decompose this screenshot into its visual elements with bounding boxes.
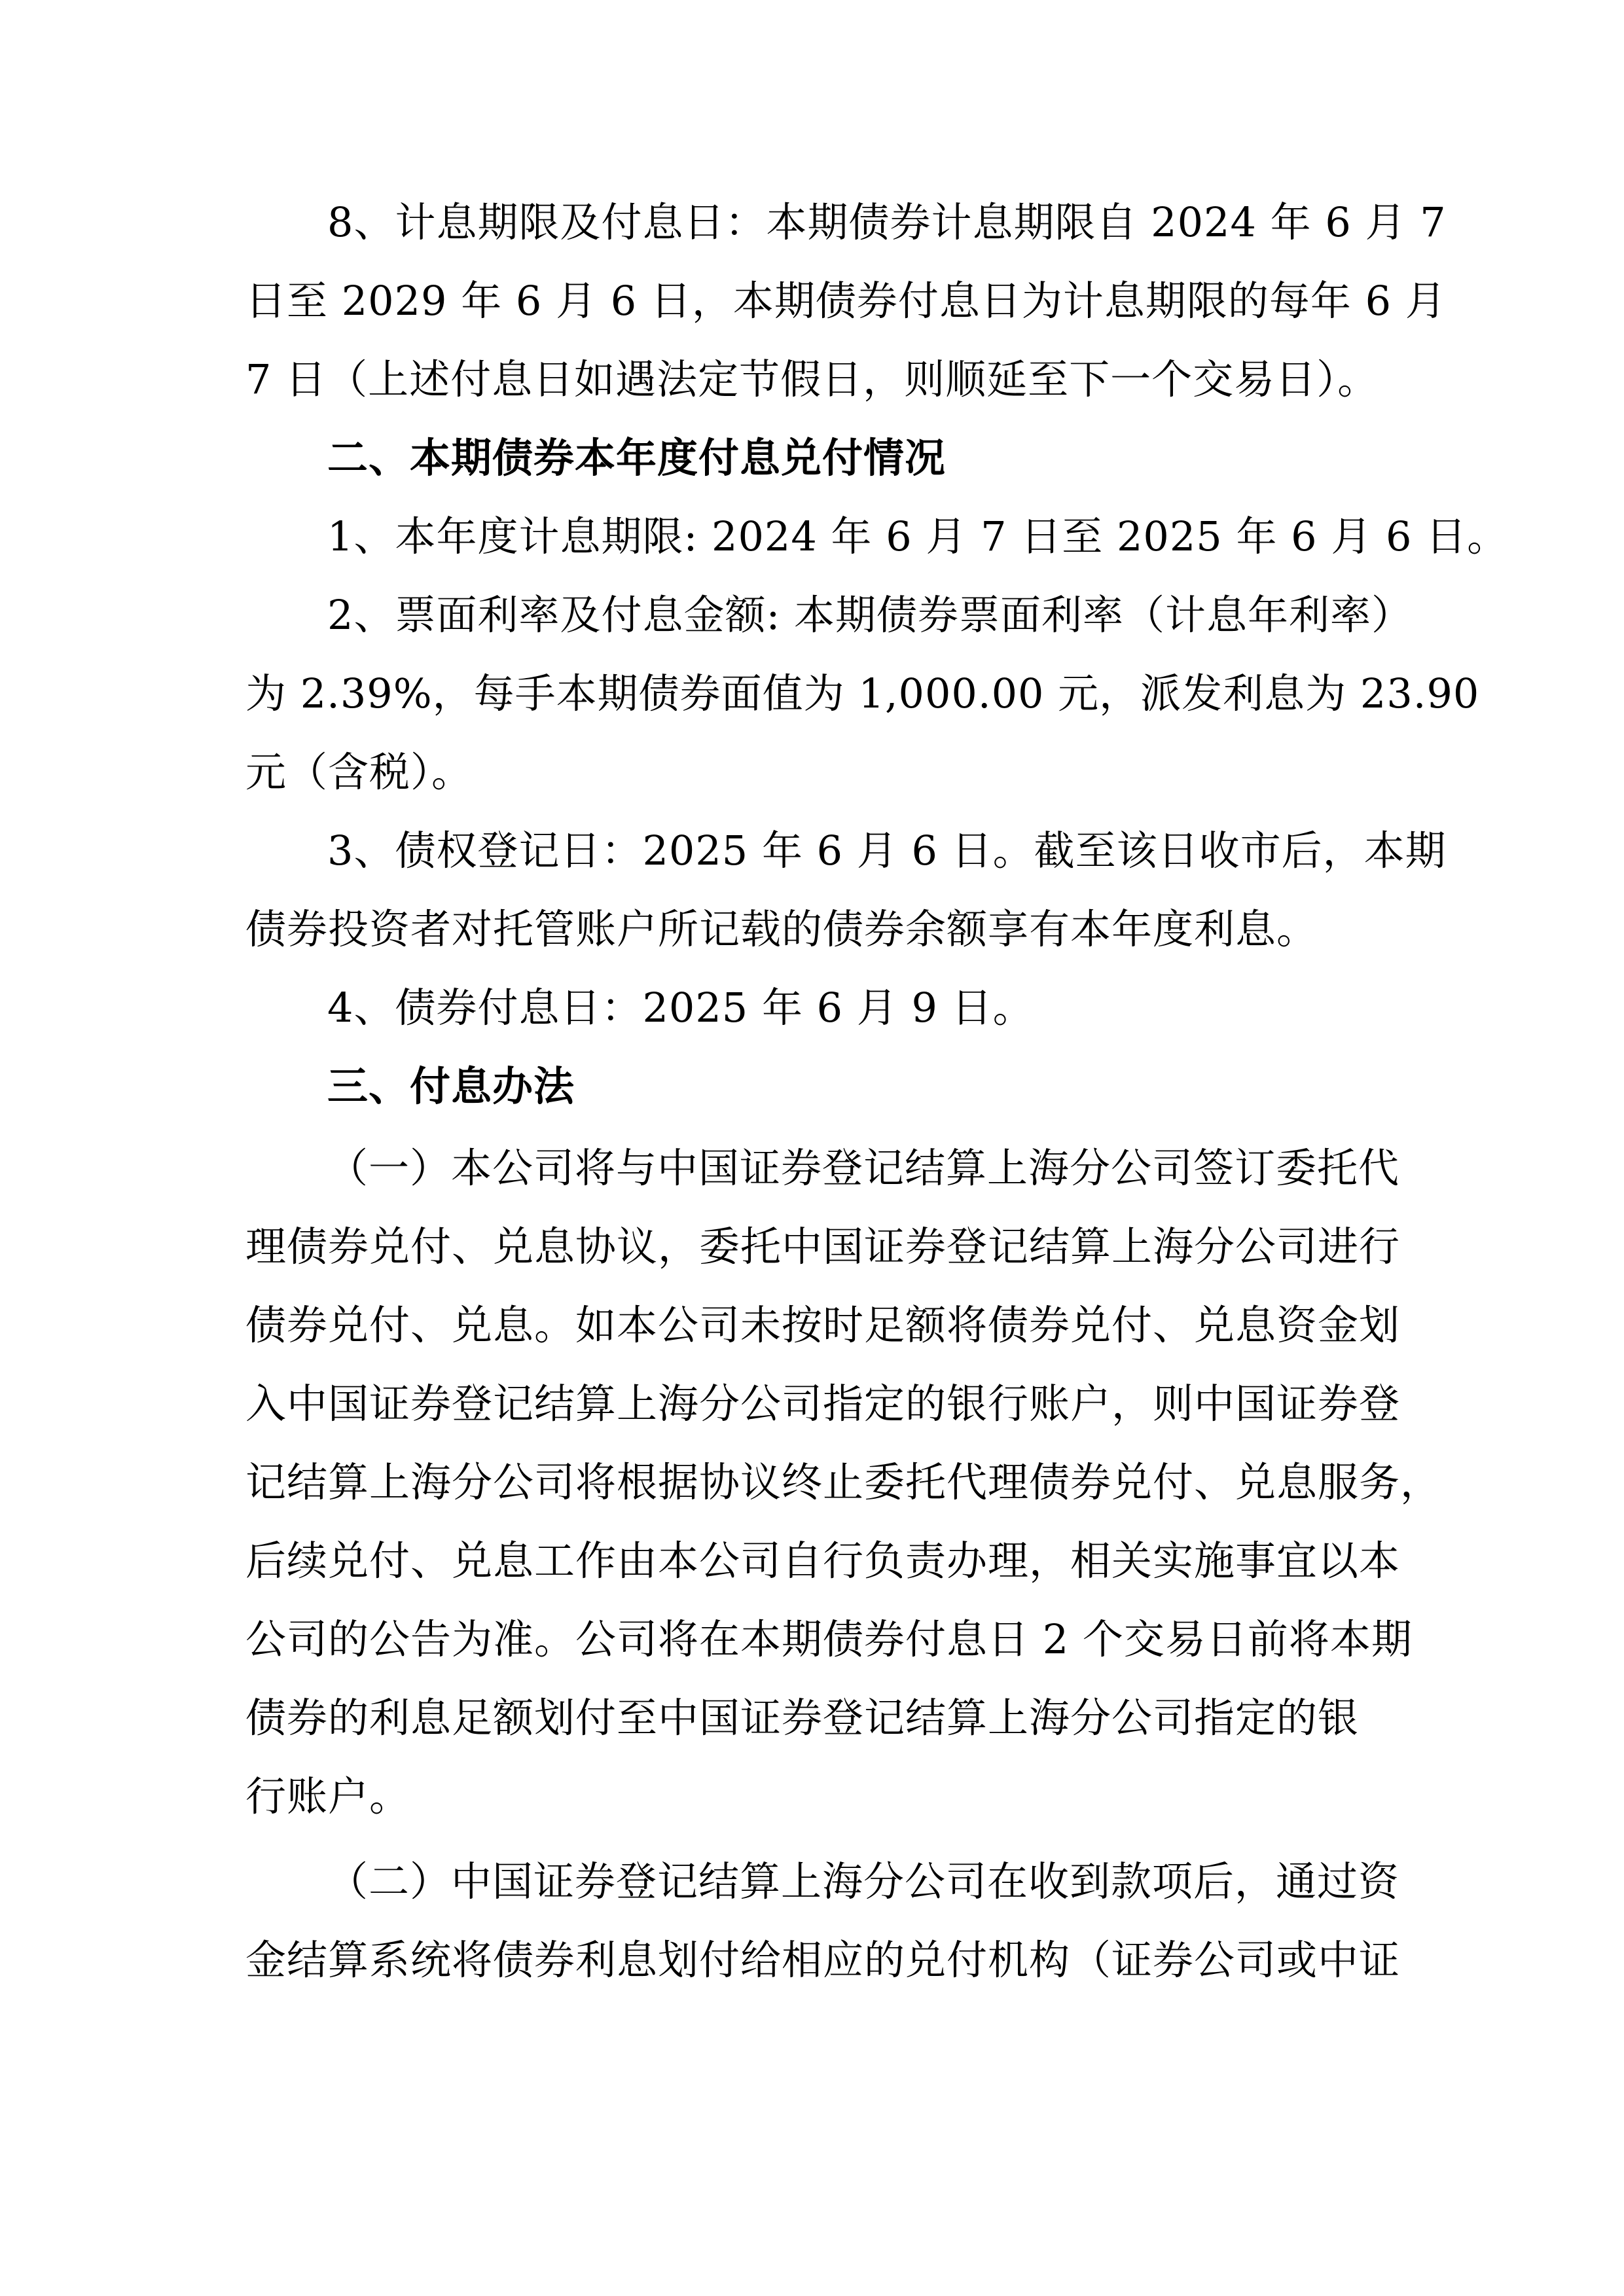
para-1-line-3: 债券兑付、兑息。如本公司未按时足额将债券兑付、兑息资金划 <box>245 1301 1401 1349</box>
item-3-record-date-line-2: 债券投资者对托管账户所记载的债券余额享有本年度利息。 <box>245 905 1318 953</box>
section-3-heading: 三、付息办法 <box>327 1062 575 1110</box>
item-1-current-period: 1、本年度计息期限: 2024 年 6 月 7 日至 2025 年 6 月 6 日。 <box>327 512 1509 560</box>
para-1-line-5: 记结算上海分公司将根据协议终止委托代理债券兑付、兑息服务， <box>245 1458 1442 1506</box>
item-8-interest-period-line-1: 8、计息期限及付息日：本期债券计息期限自 2024 年 6 月 7 <box>327 198 1447 246</box>
para-1-line-9: 行账户。 <box>245 1772 411 1820</box>
item-2-coupon-rate-line-2: 为 2.39%，每手本期债券面值为 1,000.00 元，派发利息为 23.90 <box>245 670 1480 717</box>
para-1-line-7: 公司的公告为准。公司将在本期债券付息日 2 个交易日前将本期 <box>245 1615 1413 1663</box>
item-2-coupon-rate-line-1: 2、票面利率及付息金额: 本期债券票面利率（计息年利率） <box>327 591 1413 639</box>
item-4-payment-date: 4、债券付息日：2025 年 6 月 9 日。 <box>327 984 1034 1031</box>
para-2-line-1: （二）中国证券登记结算上海分公司在收到款项后，通过资 <box>327 1857 1400 1905</box>
para-1-line-2: 理债券兑付、兑息协议，委托中国证券登记结算上海分公司进行 <box>245 1223 1401 1270</box>
para-1-line-1: （一）本公司将与中国证券登记结算上海分公司签订委托代 <box>327 1144 1400 1192</box>
para-2-line-2: 金结算系统将债券利息划付给相应的兑付机构（证券公司或中证 <box>245 1936 1401 1984</box>
item-3-record-date-line-1: 3、债权登记日：2025 年 6 月 6 日。截至该日收市后，本期 <box>327 827 1447 874</box>
item-8-interest-period-line-2: 日至 2029 年 6 月 6 日，本期债券付息日为计息期限的每年 6 月 <box>245 277 1447 325</box>
item-8-interest-period-line-3: 7 日（上述付息日如遇法定节假日，则顺延至下一个交易日）。 <box>245 355 1379 403</box>
para-1-line-8: 债券的利息足额划付至中国证券登记结算上海分公司指定的银 <box>245 1694 1360 1742</box>
para-1-line-6: 后续兑付、兑息工作由本公司自行负责办理，相关实施事宜以本 <box>245 1537 1401 1585</box>
item-2-coupon-rate-line-3: 元（含税）。 <box>245 748 473 796</box>
section-2-heading: 二、本期债券本年度付息兑付情况 <box>327 434 947 482</box>
para-1-line-4: 入中国证券登记结算上海分公司指定的银行账户，则中国证券登 <box>245 1380 1401 1427</box>
